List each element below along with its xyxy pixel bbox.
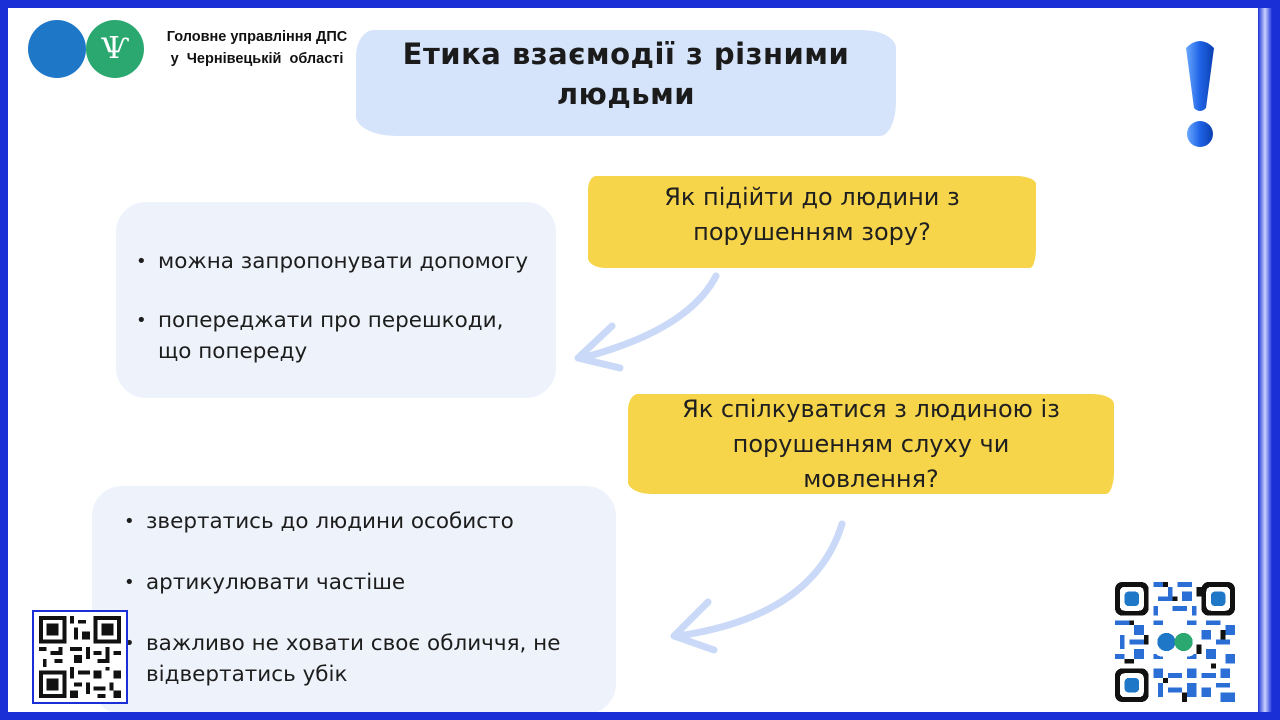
title-line-2: людьми bbox=[556, 77, 696, 111]
org-line-2: у Чернівецькій області bbox=[170, 51, 344, 67]
question-2-line-2: порушенням слуху чи bbox=[732, 430, 1010, 458]
question-2 bbox=[648, 392, 1094, 497]
list-item: • можна запропонувати допомогу bbox=[136, 246, 556, 277]
curved-arrow-icon bbox=[568, 270, 728, 380]
list-item: • важливо не ховати своє обличчя, не відвертатись убік bbox=[124, 628, 604, 690]
answer-2-list bbox=[124, 506, 604, 720]
logo-blue-circle bbox=[28, 20, 86, 78]
qr-code-icon bbox=[1114, 582, 1236, 702]
org-line-1: Головне управління ДПС bbox=[166, 29, 348, 45]
question-2-line-1: Як спілкуватися з людиною із bbox=[682, 395, 1060, 423]
qr-code-left bbox=[32, 610, 128, 704]
exclamation-icon bbox=[1180, 38, 1220, 150]
list-item: • артикулювати частіше bbox=[124, 567, 604, 598]
page-title bbox=[356, 34, 896, 114]
frame-glow bbox=[1258, 8, 1272, 720]
question-2-line-3: мовлення? bbox=[803, 465, 939, 493]
question-1-line-2: порушенням зору? bbox=[693, 218, 931, 246]
question-1 bbox=[608, 180, 1016, 250]
qr-code-icon bbox=[34, 612, 126, 702]
list-item: • звертатись до людини особисто bbox=[124, 506, 604, 537]
answer-1-list bbox=[136, 246, 556, 395]
trident-icon: Ѱ bbox=[86, 20, 144, 78]
list-item: • попереджати про перешкоди, що попереду bbox=[136, 305, 556, 367]
qr-code-right bbox=[1114, 582, 1236, 702]
curved-arrow-icon bbox=[664, 516, 854, 666]
title-line-1: Етика взаємодії з різними bbox=[402, 37, 850, 71]
question-1-line-1: Як підійти до людини з bbox=[664, 183, 960, 211]
organization-name bbox=[152, 26, 362, 70]
